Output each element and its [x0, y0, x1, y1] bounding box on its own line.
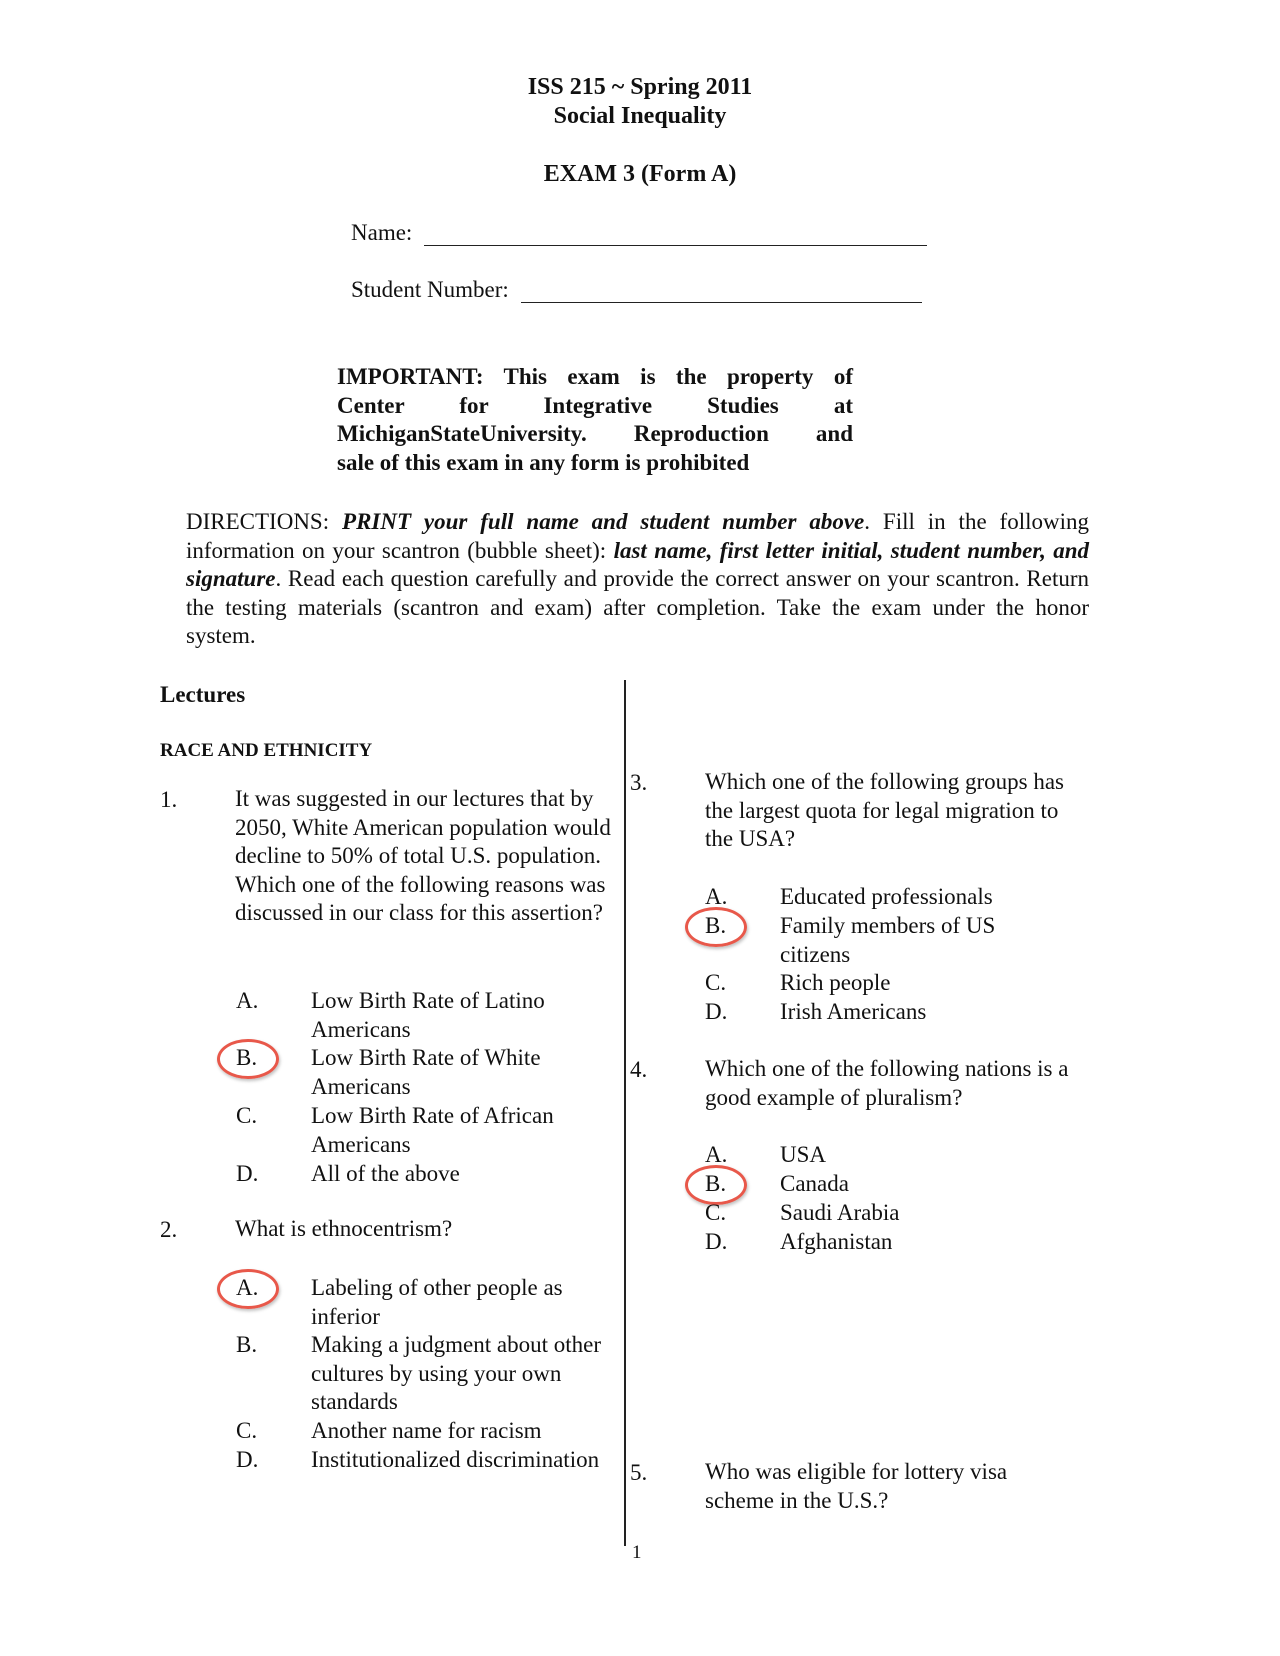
q2-option-c-letter[interactable]: C. — [236, 1418, 258, 1443]
q4-option-c-letter[interactable]: C. — [705, 1200, 727, 1225]
question-3-text: Which one of the following groups has the largest quota for legal migration to the USA? — [705, 769, 1064, 851]
q1-option-b-letter[interactable]: B. — [236, 1045, 258, 1070]
directions-text-1: . Fill in the following information on your scantron (bubble sheet): — [186, 509, 1089, 563]
important-line-2: Center for Integrative Studies at — [337, 392, 853, 418]
question-4-text: Which one of the following nations is a good example of pluralism? — [705, 1056, 1069, 1110]
important-line-1: IMPORTANT: This exam is the property of — [337, 364, 853, 389]
important-notice — [337, 363, 853, 477]
question-2-text: What is ethnocentrism? — [235, 1216, 453, 1241]
answer-circle-mark — [217, 1039, 279, 1079]
column-divider — [624, 680, 626, 1546]
q1-option-c-text: Low Birth Rate of African Americans — [311, 1103, 554, 1157]
q3-option-a-letter[interactable]: A. — [705, 884, 728, 909]
q1-option-a-letter[interactable]: A. — [236, 988, 259, 1013]
q3-option-c-text: Rich people — [780, 970, 891, 995]
q2-option-c-text: Another name for racism — [311, 1418, 542, 1443]
q3-option-a-text: Educated professionals — [780, 884, 993, 909]
question-5-text: Who was eligible for lottery visa scheme in the U.S.? — [705, 1459, 1008, 1513]
q3-option-d-letter[interactable]: D. — [705, 999, 728, 1024]
q3-option-c-letter[interactable]: C. — [705, 970, 727, 995]
name-field[interactable] — [351, 220, 927, 246]
q3-option-b-letter[interactable]: B. — [705, 913, 727, 938]
q2-option-a-letter[interactable]: A. — [236, 1275, 259, 1300]
q2-option-d-text: Institutionalized discrimination — [311, 1447, 600, 1472]
directions-emphasis-2: last name, first letter initial, student number, and signature — [186, 537, 1090, 591]
q1-option-d-letter[interactable]: D. — [236, 1161, 259, 1186]
course-subject: Social Inequality — [553, 103, 727, 129]
q2-option-b-letter[interactable]: B. — [236, 1332, 258, 1357]
q4-option-a-text: USA — [780, 1142, 827, 1167]
q2-option-b-text: Making a judgment about other cultures by using your own standards — [311, 1332, 601, 1414]
student-number-line[interactable] — [521, 278, 922, 303]
answer-circle-mark — [217, 1269, 279, 1309]
name-line[interactable] — [424, 221, 927, 246]
q4-option-d-text: Afghanistan — [780, 1229, 893, 1254]
q4-option-a-letter[interactable]: A. — [705, 1142, 728, 1167]
directions-text-2: . Read each question carefully and provide the correct answer on your scantron. Return the testing materials (scantron and exam) after completion. Take the exam under the honor system. — [186, 566, 1089, 648]
question-3-number: 3. — [630, 770, 648, 795]
directions-emphasis-1: PRINT your full name and student number above — [342, 509, 865, 534]
answer-circle-mark — [685, 907, 747, 947]
course-title: ISS 215 ~ Spring 2011 — [527, 74, 753, 100]
q4-option-b-letter[interactable]: B. — [705, 1171, 727, 1196]
subsection-heading: RACE AND ETHNICITY — [160, 740, 373, 761]
q1-option-d-text: All of the above — [311, 1161, 460, 1186]
question-1-number: 1. — [160, 787, 178, 812]
important-line-3: MichiganStateUniversity. Reproduction and — [337, 421, 853, 446]
q4-option-d-letter[interactable]: D. — [705, 1229, 728, 1254]
question-4-number: 4. — [630, 1057, 648, 1082]
q3-option-b-text: Family members of US citizens — [780, 913, 996, 967]
question-2-number: 2. — [160, 1217, 178, 1242]
exam-title: EXAM 3 (Form A) — [543, 161, 737, 187]
q2-option-d-letter[interactable]: D. — [236, 1447, 259, 1472]
q3-option-d-text: Irish Americans — [780, 999, 927, 1024]
page-number: 1 — [632, 1542, 642, 1563]
q4-option-b-text: Canada — [780, 1171, 849, 1196]
q1-option-a-text: Low Birth Rate of Latino Americans — [311, 988, 545, 1042]
student-number-field[interactable] — [351, 277, 922, 303]
q1-option-c-letter[interactable]: C. — [236, 1103, 258, 1128]
section-heading: Lectures — [160, 682, 246, 707]
student-number-label: Student Number: — [351, 277, 509, 302]
directions — [186, 508, 1089, 651]
directions-lead: DIRECTIONS: — [186, 509, 343, 534]
q1-option-b-text: Low Birth Rate of White Americans — [311, 1045, 541, 1099]
question-1-text: It was suggested in our lectures that by 2050, White American population would decline to 50% of total U.S. population. Which one of the following reasons was discussed in our class for this assertion? — [235, 786, 611, 925]
q2-option-a-text: Labeling of other people as inferior — [311, 1275, 563, 1329]
name-label: Name: — [351, 220, 413, 245]
question-5-number: 5. — [630, 1460, 648, 1485]
q4-option-c-text: Saudi Arabia — [780, 1200, 900, 1225]
important-line-4: sale of this exam in any form is prohibited — [337, 449, 750, 475]
